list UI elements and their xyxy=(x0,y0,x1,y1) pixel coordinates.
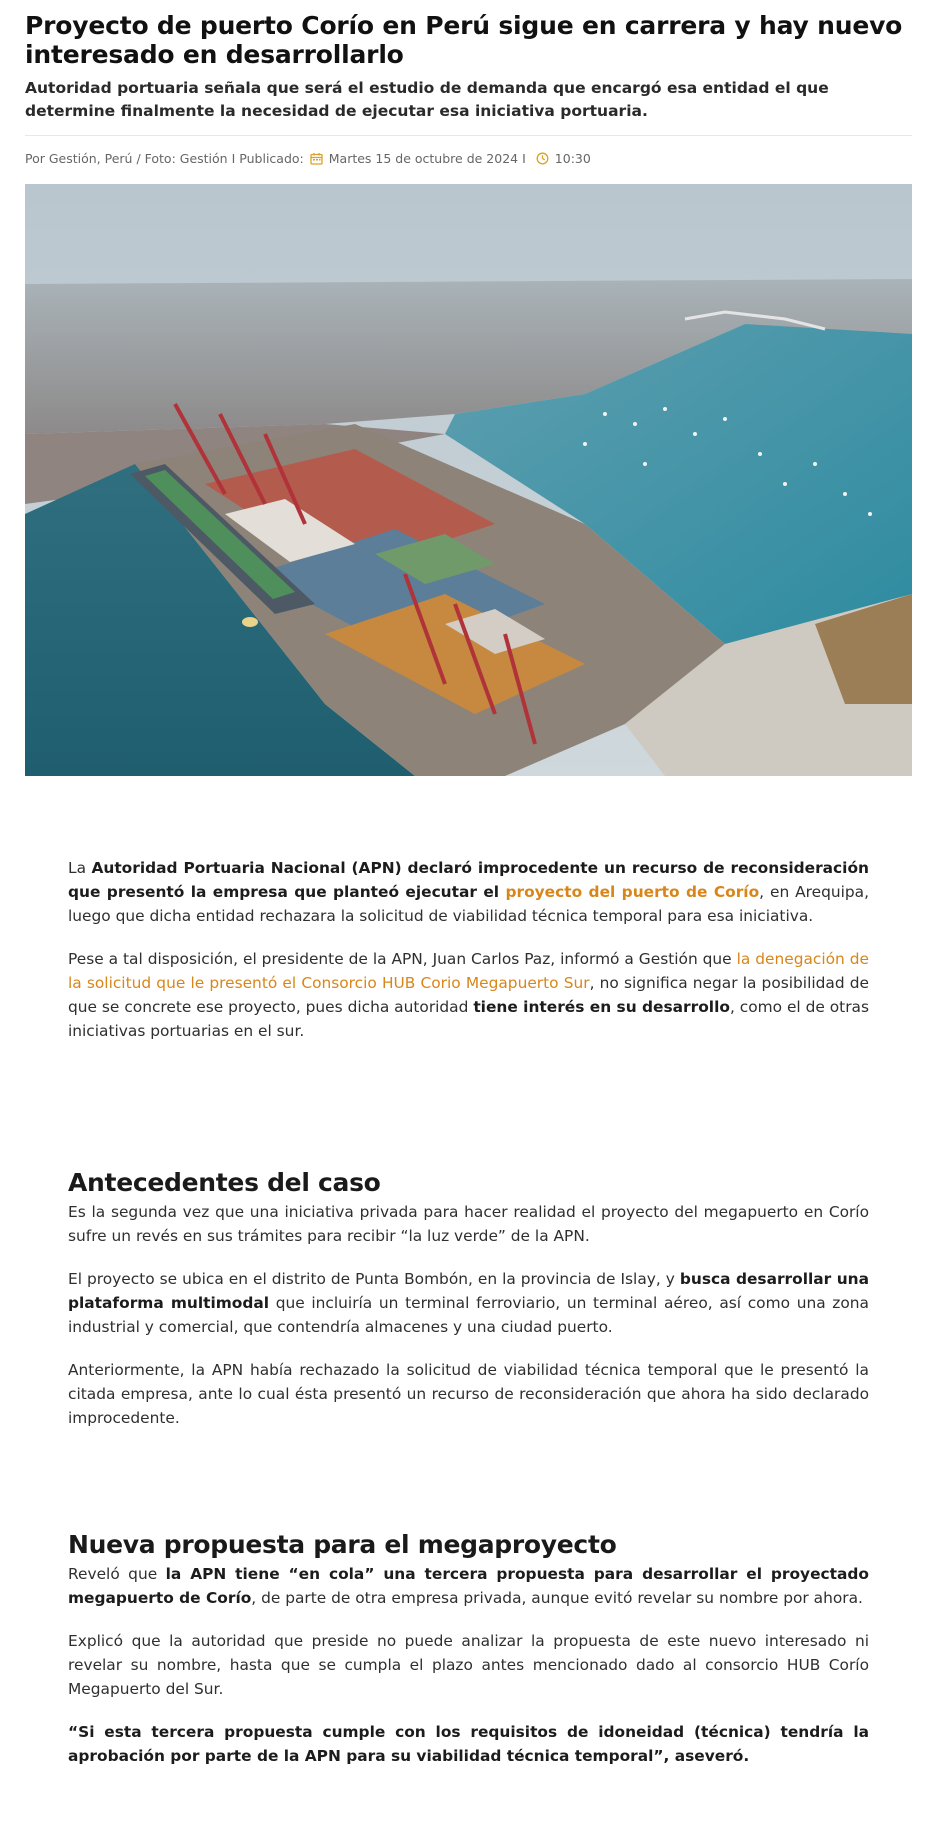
calendar-icon xyxy=(309,150,325,166)
paragraph-3: Es la segunda vez que una iniciativa privada para hacer realidad el proyecto del megapuerto en Corío sufre un revés en sus trámites para recibir “la luz verde” de la APN. xyxy=(68,1203,869,1245)
text: , de parte de otra empresa privada, aunque evitó revelar su nombre por ahora. xyxy=(251,1589,863,1607)
byline-published-label: Publicado: xyxy=(239,150,304,166)
byline-credit: Por Gestión, Perú / Foto: Gestión xyxy=(25,150,228,166)
paragraph-2 xyxy=(68,947,869,1043)
text: Pese a tal disposición, el presidente de la APN, Juan Carlos Paz, informó a Gestión que xyxy=(68,950,737,968)
clock-icon xyxy=(535,150,551,166)
headline: Proyecto de puerto Corío en Perú sigue en carrera y hay nuevo interesado en desarrollarlo xyxy=(25,11,903,69)
byline-separator: I xyxy=(231,150,236,166)
bold-text: busca desarrollar una plataforma multimodal xyxy=(68,1270,869,1312)
paragraph-4 xyxy=(68,1267,869,1339)
bold-text: tiene interés en su desarrollo xyxy=(473,998,730,1016)
paragraph-6 xyxy=(68,1562,869,1610)
paragraph-1 xyxy=(68,856,869,928)
byline-separator-2: I xyxy=(522,150,526,166)
text: , no significa negar la posibilidad de que se concrete ese proyecto, pues dicha autoridad xyxy=(68,974,869,1016)
link-puerto-corio[interactable]: proyecto del puerto de Corío xyxy=(505,883,760,901)
subtitle: Autoridad portuaria señala que será el estudio de demanda que encargó esa entidad el que determine finalmente la necesidad de ejecutar esa iniciativa portuaria. xyxy=(25,77,912,136)
paragraph-5: Anteriormente, la APN había rechazado la solicitud de viabilidad técnica temporal que le presentó la citada empresa, ante lo cual ésta presentó un recurso de reconsideración que ahora ha sido declarado improcedente. xyxy=(68,1361,869,1427)
byline-date: Martes 15 de octubre de 2024 xyxy=(328,150,519,166)
bold-text: Autoridad Portuaria Nacional (APN) declaró improcedente un recurso de reconsideración que presentó la empresa que planteó ejecutar el xyxy=(68,859,869,901)
section-heading-antecedentes: Antecedentes del caso xyxy=(68,1168,381,1197)
text: Reveló que xyxy=(68,1565,166,1583)
hero-image xyxy=(25,184,912,776)
text: , como el de otras iniciativas portuarias en el sur. xyxy=(68,998,869,1040)
article-body xyxy=(25,856,912,1768)
text: que incluiría un terminal ferroviario, un terminal aéreo, así como una zona industrial y comercial, que contendría almacenes y una ciudad puerto. xyxy=(68,1294,869,1336)
section-heading-nueva-propuesta: Nueva propuesta para el megaproyecto xyxy=(68,1530,617,1559)
text: El proyecto se ubica en el distrito de Punta Bombón, en la provincia de Islay, y xyxy=(68,1270,680,1288)
paragraph-7: Explicó que la autoridad que preside no puede analizar la propuesta de este nuevo interesado ni revelar su nombre, hasta que se cumpla el plazo antes mencionado dado al consorcio HUB Corío Megapuerto del Sur. xyxy=(68,1632,869,1698)
quote-text: “Si esta tercera propuesta cumple con los requisitos de idoneidad (técnica) tendría la aprobación por parte de la APN para su viabilidad técnica temporal”, aseveró. xyxy=(68,1723,869,1765)
text: La xyxy=(68,859,92,877)
byline-time: 10:30 xyxy=(554,150,591,166)
byline xyxy=(25,147,912,169)
bold-text: la APN tiene “en cola” una tercera propuesta para desarrollar el proyectado megapuerto de Corío xyxy=(68,1565,869,1607)
link-denegacion[interactable]: la denegación de la solicitud que le presentó el Consorcio HUB Corio Megapuerto Sur xyxy=(68,950,869,992)
paragraph-8 xyxy=(68,1720,869,1768)
text: , en Arequipa, luego que dicha entidad rechazara la solicitud de viabilidad técnica temporal para esa iniciativa. xyxy=(68,883,869,925)
